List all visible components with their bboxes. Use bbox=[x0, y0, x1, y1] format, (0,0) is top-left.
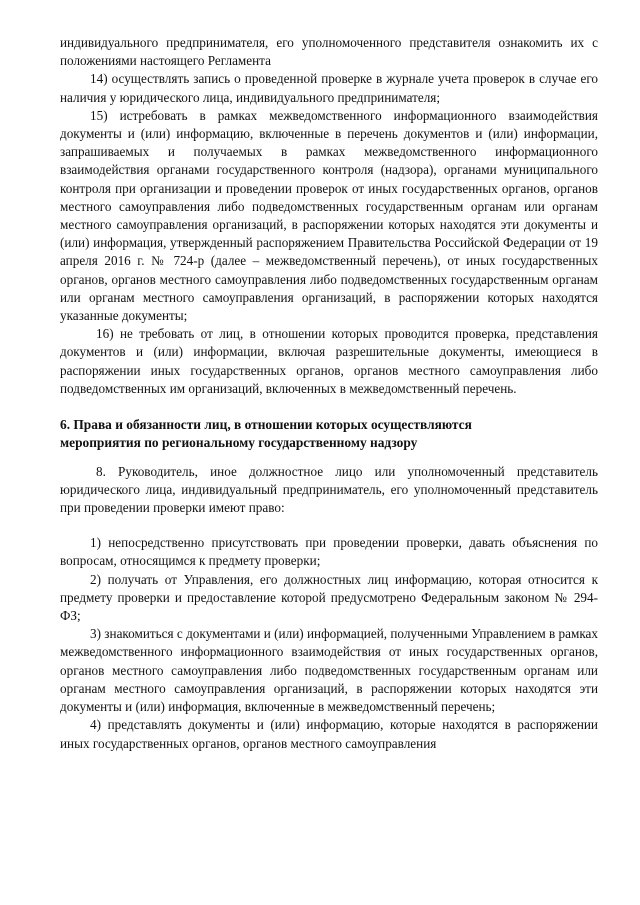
paragraph-right-1: 1) непосредственно присутствовать при проведении проверки, давать объяснения по вопросам, относящимся к предмету проверки; bbox=[60, 535, 598, 569]
paragraph-item-16: 16) не требовать от лиц, в отношении которых проводится проверка, представления документов и (или) информации, включая разрешительные документы, имеющиеся в распоряжении иных государственных органов, органов местного самоуправления либо подведомственных им организаций, включенных в межведомственный перечень. bbox=[60, 326, 598, 396]
spacer bbox=[60, 398, 598, 416]
paragraph-right-3: 3) знакомиться с документами и (или) информацией, полученными Управлением в рамках межведомственного информационного взаимодействия от иных государственных органов, органов местного самоуправления либо подведомственных государственным органам или органам местного самоуправления организаций, в распоряжении которых находятся эти документы и (или) информация, включенные в межведомственный перечень; bbox=[60, 626, 598, 715]
paragraph-continuation: индивидуального предпринимателя, его уполномоченного представителя ознакомить их с положениями настоящего Регламента bbox=[60, 35, 598, 69]
section-heading-line-2: мероприятия по региональному государственному надзору bbox=[60, 434, 418, 450]
paragraph-item-14: 14) осуществлять запись о проведенной проверке в журнале учета проверок в случае его наличия у юридического лица, индивидуального предпринимателя; bbox=[60, 71, 598, 105]
paragraph-item-8: 8. Руководитель, иное должностное лицо или уполномоченный представитель юридического лица, индивидуальный предприниматель, его уполномоченный представитель при проведении проверки имеют право: bbox=[60, 463, 598, 516]
paragraph-item-15: 15) истребовать в рамках межведомственного информационного взаимодействия документы и (или) информацию, включенные в перечень документов и (или) информации, запрашиваемых и получаемых в рамках межведомственного информационного взаимодействия органами государственного контроля (надзора), органами муниципального контроля при организации и проведении проверок от иных государственных органов, органов местного самоуправления либо подведомственных государственным органам или органам местного самоуправления организаций, в распоряжении которых находятся эти документы и (или) информация, утвержденный распоряжением Правительства Российской Федерации от 19 апреля 2016 г. № 724-р (далее – межведомственный перечень), от иных государственных органов, органов местного самоуправления либо подведомственных государственным органам или органам местного самоуправления организаций, в распоряжении которых находятся указанные документы; bbox=[60, 107, 598, 324]
spacer bbox=[60, 517, 598, 534]
section-heading-line-1: 6. Права и обязанности лиц, в отношении которых осуществляются bbox=[60, 417, 472, 433]
paragraph-right-4: 4) представлять документы и (или) информацию, которые находятся в распоряжении иных государственных органов, органов местного самоуправления bbox=[60, 717, 598, 751]
document-page bbox=[60, 34, 598, 753]
spacer bbox=[60, 452, 598, 463]
paragraph-right-2: 2) получать от Управления, его должностных лиц информацию, которая относится к предмету проверки и предоставление которой предусмотрено Федеральным законом № 294-ФЗ; bbox=[60, 571, 598, 624]
